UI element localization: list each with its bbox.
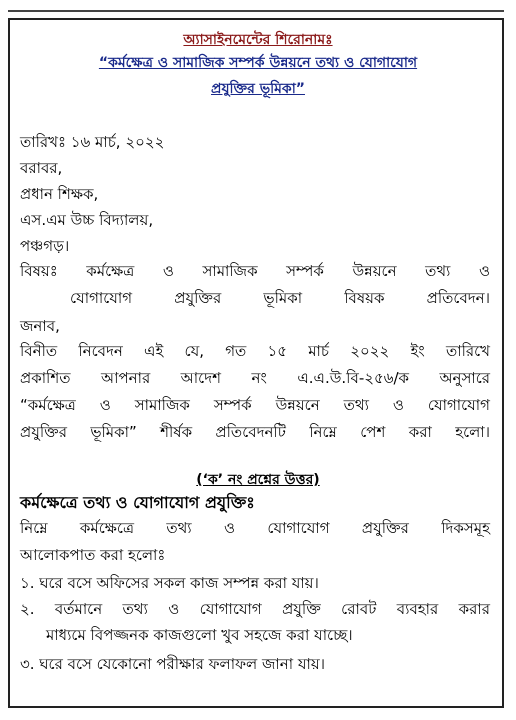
top-rule [8,10,504,12]
letter-recipient: প্রধান শিক্ষক, [20,185,99,203]
letter-salutation: জনাব, [20,317,60,335]
letter-body-line-1: বিনীত নিবেদন এই যে, গত ১৫ মার্চ ২০২২ ইং তারিখে [20,342,490,360]
answer-point-1: ১. ঘরে বসে অফিসের সকল কাজ সম্পন্ন করা যায়। [20,574,319,592]
letter-date: তারিখঃ ১৬ মার্চ, ২০২২ [20,133,165,151]
answer-point-2-line-2: মাধ্যমে বিপজ্জনক কাজগুলো খুব সহজে করা যাচ্ছে। [46,626,353,644]
letter-place: পঞ্চগড়। [20,237,70,255]
letter-body-line-2: প্রকাশিত আপনার আদেশ নং এ.এ.উ.বি-২৫৬/ক অনুসারে [20,369,490,387]
letter-body-line-4: প্রযুক্তির ভূমিকা” শীর্ষক প্রতিবেদনটি নিম্নে পেশ করা হলো। [20,423,490,441]
letter-subject-line-1: বিষয়ঃ কর্মক্ষেত্র ও সামাজিক সম্পর্ক উন্নয়নে তথ্য ও [20,262,490,280]
assignment-header [20,30,496,102]
answer-heading: কর্মক্ষেত্রে তথ্য ও যোগাযোগ প্রযুক্তিঃ [20,493,255,512]
letter-body-line-3: “কর্মক্ষেত্র ও সামাজিক সম্পর্ক উন্নয়নে তথ্য ও যোগাযোগ [20,396,490,414]
answer-intro-line-1: নিম্নে কর্মক্ষেত্রে তথ্য ও যোগাযোগ প্রযুক্তির দিকসমূহ [20,519,490,537]
answer-intro-line-2: আলোকপাত করা হলোঃ [20,546,166,564]
answer-point-2-line-1: ২. বর্তমানে তথ্য ও যোগাযোগ প্রযুক্তি রোবট ব্যবহার করার [20,600,490,618]
answer-section-title: (‘ক’ নং প্রশ্নের উত্তর) [196,472,320,488]
letter-subject-line-2: যোগাযোগ প্রযুক্তির ভূমিকা বিষয়ক প্রতিবেদন। [70,289,490,307]
assignment-title-line-2: প্রযুক্তির ভূমিকা” [211,81,305,97]
answer-point-3: ৩. ঘরে বসে যেকোনো পরীক্ষার ফলাফল জানা যায়। [20,655,326,673]
assignment-title-line-1: “কর্মক্ষেত্র ও সামাজিক সম্পর্ক উন্নয়নে তথ্য ও যোগাযোগ [98,55,418,71]
letter-to: বরাবর, [20,159,63,177]
assignment-title-label: অ্যাসাইনমেন্টের শিরোনামঃ [183,32,333,48]
letter-school: এস.এম উচ্চ বিদ্যালয়, [20,211,154,229]
